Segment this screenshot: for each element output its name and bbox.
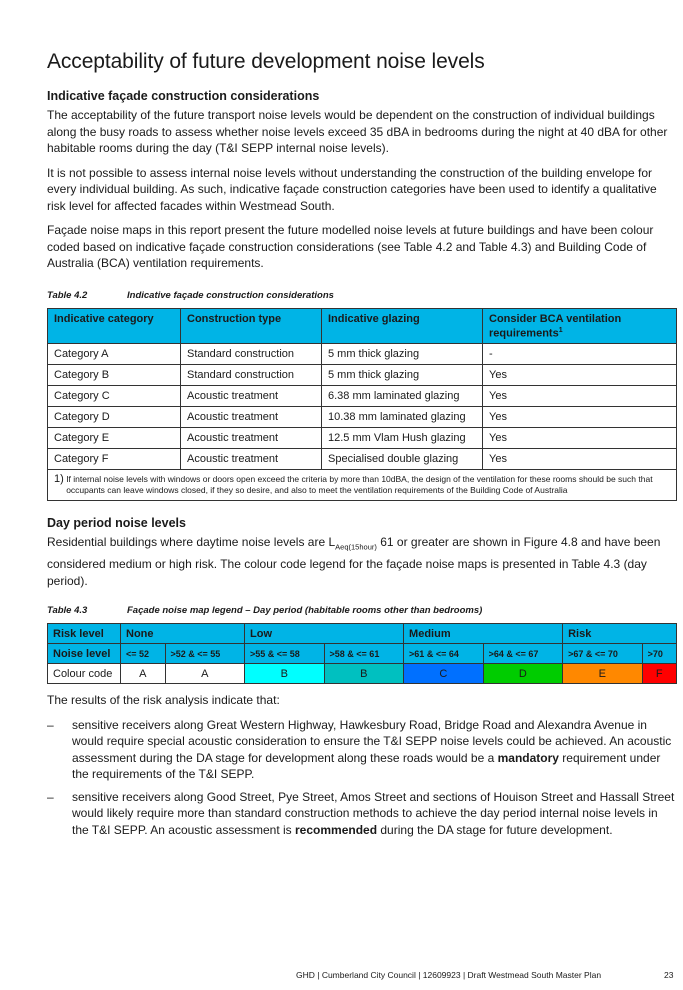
noise-map-legend-table — [47, 623, 677, 684]
table-row — [48, 344, 677, 365]
colour-code-cell: B — [245, 664, 325, 684]
facade-construction-table — [47, 308, 677, 502]
paragraph: It is not possible to assess internal noise levels without understanding the construction of the building envelope for every individual building. As such, indicative façade construction categories have been used to identify a qualitative risk level for affected facades within Westmead South. — [47, 165, 657, 213]
note-number: 1) — [54, 473, 64, 486]
noise-level-row — [48, 644, 677, 664]
text-run: sensitive receivers along Good Street, Pye Street, Amos Street and sections of Houison Street and Hassall Street would likely require more than standard construction methods to achieve the day period internal noise levels in the T&I SEPP. An acoustic assessment is — [72, 789, 675, 837]
risk-group: Risk — [563, 624, 677, 644]
paragraph: The acceptability of the future transport noise levels would be dependent on the construction of individual buildings along the busy roads to assess whether noise levels exceed 35 dBA in bedrooms during the night at 40 dBA for other habitable rooms during the day (T&I SEPP internal noise levels). — [47, 108, 668, 155]
table-number: Table 4.3 — [47, 605, 88, 617]
text-run: 61 or greater are shown in Figure 4.8 and have been considered medium or high risk. The colour code legend for the façade noise maps is presented in Table 4.3 (day period). — [47, 535, 661, 588]
colour-code-cell: B — [324, 664, 404, 684]
emphasis: mandatory — [497, 750, 559, 765]
colour-code-cell: D — [483, 664, 563, 684]
noise-level-cell: >67 & <= 70 — [563, 644, 643, 664]
paragraph: The results of the risk analysis indicate that: — [47, 693, 280, 708]
table-cell: Category F — [48, 449, 181, 470]
table-cell: Acoustic treatment — [181, 386, 322, 407]
table-cell: 5 mm thick glazing — [322, 344, 483, 365]
table-title: Indicative façade construction considerations — [127, 289, 334, 301]
results-list — [47, 717, 677, 839]
table-cell: 5 mm thick glazing — [322, 365, 483, 386]
colour-code-row — [48, 664, 677, 684]
table-row — [48, 386, 677, 407]
dash-bullet: – — [47, 789, 54, 804]
page-content — [47, 50, 677, 844]
noise-level-cell: >58 & <= 61 — [324, 644, 404, 664]
section-heading-day: Day period noise levels — [47, 516, 186, 531]
table-cell: Category B — [48, 365, 181, 386]
noise-level-cell: <= 52 — [121, 644, 166, 664]
text-run: sensitive receivers along Great Western Highway, Hawkesbury Road, Bridge Road and Alexandra Avenue in would require special acoustic consideration to ensure the T&I SEPP noise levels could be achieved. An acoustic assessment during the DA stage for development along these roads would be a — [72, 717, 672, 765]
table-cell: Category A — [48, 344, 181, 365]
dash-bullet: – — [47, 717, 54, 732]
text-run: during the DA stage for future development. — [377, 822, 613, 837]
list-item — [47, 789, 677, 839]
table-row — [48, 365, 677, 386]
table-row — [48, 407, 677, 428]
colour-code-cell: A — [121, 664, 166, 684]
table-note — [48, 470, 677, 501]
table-cell: - — [483, 344, 677, 365]
paragraph — [47, 534, 677, 589]
table-title: Façade noise map legend – Day period (habitable rooms other than bedrooms) — [127, 605, 483, 617]
risk-level-row — [48, 624, 677, 644]
page-number: 23 — [664, 970, 674, 980]
table-row — [48, 428, 677, 449]
risk-group: Low — [245, 624, 404, 644]
table-cell: Yes — [483, 365, 677, 386]
table-cell: Category E — [48, 428, 181, 449]
table-cell: Acoustic treatment — [181, 407, 322, 428]
noise-level-cell: >64 & <= 67 — [483, 644, 563, 664]
table-header-row — [48, 308, 677, 344]
noise-level-cell: >55 & <= 58 — [245, 644, 325, 664]
table-note-row — [48, 470, 677, 501]
table-cell: Yes — [483, 449, 677, 470]
table-cell: Specialised double glazing — [322, 449, 483, 470]
section-heading-facade: Indicative façade construction considerations — [47, 89, 320, 103]
noise-level-cell: >70 — [642, 644, 676, 664]
column-header: Construction type — [181, 308, 322, 344]
table-cell: Yes — [483, 386, 677, 407]
text-run: requirement under the requirements of the T&I SEPP. — [72, 750, 661, 782]
text-run: Residential buildings where daytime noise levels are L — [47, 535, 336, 550]
risk-group: Medium — [404, 624, 563, 644]
table-caption — [47, 605, 677, 616]
emphasis: recommended — [295, 822, 378, 837]
subscript: Aeq(15hour) — [335, 542, 377, 552]
paragraph: Façade noise maps in this report present the future modelled noise levels at future buildings and have been colour coded based on indicative façade construction considerations (see Table 4.2 and Table 4.3) and Building Code of Australia (BCA) ventilation requirements. — [47, 223, 654, 270]
table-number: Table 4.2 — [47, 289, 88, 301]
row-label: Colour code — [48, 664, 121, 684]
list-item — [47, 717, 677, 783]
column-header: Indicative category — [48, 308, 181, 344]
footnote-ref: 1 — [558, 326, 563, 334]
row-label: Noise level — [48, 644, 121, 664]
note-text: If internal noise levels with windows or doors open exceed the criteria by more than 10dBA, the design of the ventilation for these rooms should be such that occupants can leave windows closed, if they so desire, and also to meet the ventilation requirements of the Building Code of Australia — [66, 474, 653, 496]
noise-level-cell: >52 & <= 55 — [165, 644, 245, 664]
table-cell: Category D — [48, 407, 181, 428]
noise-level-cell: >61 & <= 64 — [404, 644, 484, 664]
table-caption — [47, 290, 677, 301]
table-cell: Acoustic treatment — [181, 428, 322, 449]
table-cell: Standard construction — [181, 365, 322, 386]
table-cell: 12.5 mm Vlam Hush glazing — [322, 428, 483, 449]
table-cell: Standard construction — [181, 344, 322, 365]
column-header-text: Consider BCA ventilation requirements — [489, 312, 622, 340]
footer-text: GHD | Cumberland City Council | 12609923 | Draft Westmead South Master Plan — [296, 970, 602, 980]
page-title: Acceptability of future development noise levels — [47, 50, 485, 73]
colour-code-cell: F — [642, 664, 676, 684]
colour-code-cell: E — [563, 664, 643, 684]
row-label: Risk level — [48, 624, 121, 644]
table-row — [48, 449, 677, 470]
table-cell: Acoustic treatment — [181, 449, 322, 470]
table-cell: Yes — [483, 407, 677, 428]
risk-group: None — [121, 624, 245, 644]
table-cell: Yes — [483, 428, 677, 449]
table-cell: 6.38 mm laminated glazing — [322, 386, 483, 407]
table-cell: 10.38 mm laminated glazing — [322, 407, 483, 428]
table-cell: Category C — [48, 386, 181, 407]
column-header — [483, 308, 677, 344]
column-header: Indicative glazing — [322, 308, 483, 344]
colour-code-cell: A — [165, 664, 245, 684]
colour-code-cell: C — [404, 664, 484, 684]
